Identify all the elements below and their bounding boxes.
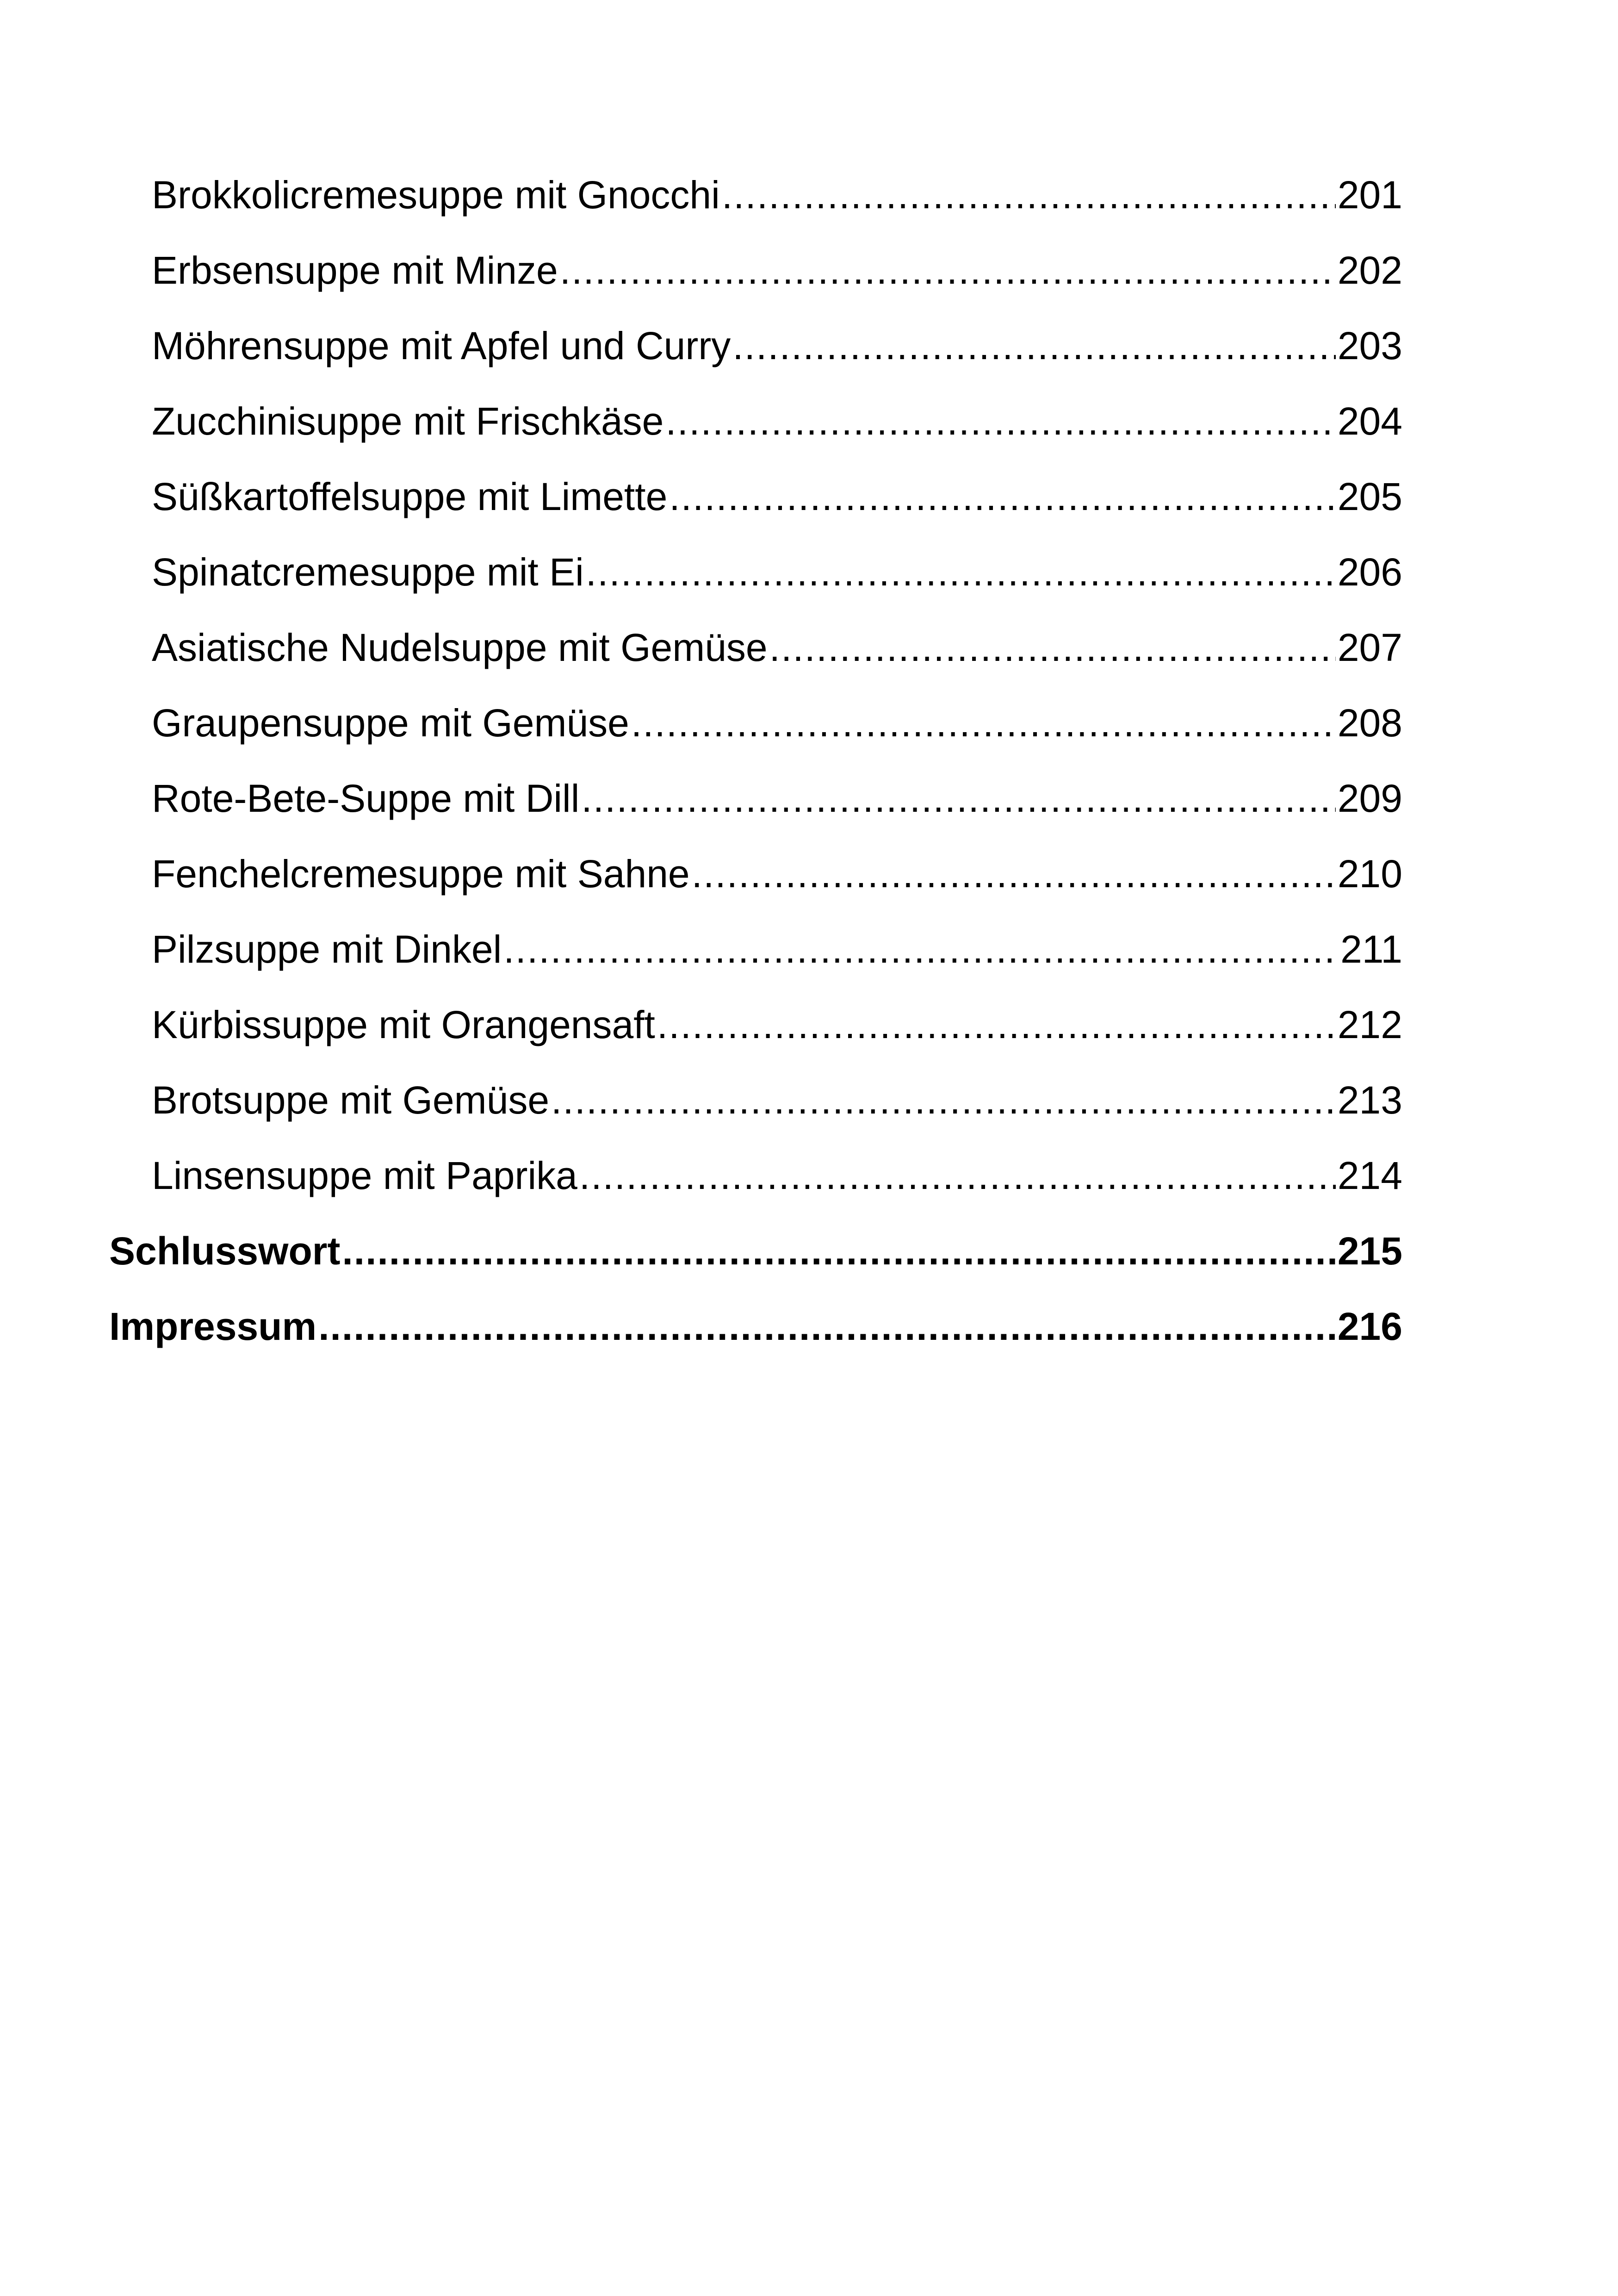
toc-entry-page: 202 <box>1337 249 1402 292</box>
toc-entry-title: Linsensuppe mit Paprika <box>152 1154 577 1197</box>
toc-leader-dots <box>665 384 1335 459</box>
table-of-contents <box>109 157 1402 1364</box>
toc-entry-title: Kürbissuppe mit Orangensaft <box>152 1003 655 1046</box>
toc-entry <box>109 912 1402 987</box>
toc-entry <box>109 384 1402 459</box>
toc-entry <box>109 535 1402 610</box>
toc-entry-title: Brokkolicremesuppe mit Gnocchi <box>152 173 720 217</box>
toc-entry <box>109 610 1402 685</box>
toc-chapter-page: 215 <box>1337 1229 1402 1273</box>
toc-entry-page: 203 <box>1337 324 1402 367</box>
toc-leader-dots <box>669 459 1336 535</box>
toc-entry-title: Graupensuppe mit Gemüse <box>152 701 629 745</box>
toc-entry-page: 201 <box>1337 173 1402 217</box>
toc-entry-page: 207 <box>1337 626 1402 669</box>
toc-entry-page: 214 <box>1337 1154 1402 1197</box>
toc-entry-title: Asiatische Nudelsuppe mit Gemüse <box>152 626 768 669</box>
toc-entry-title: Spinatcremesuppe mit Ei <box>152 550 584 594</box>
toc-leader-dots <box>732 308 1336 384</box>
toc-leader-dots <box>722 157 1336 233</box>
toc-leader-dots <box>318 1289 1336 1364</box>
toc-entry-title: Rote-Bete-Suppe mit Dill <box>152 777 580 820</box>
toc-leader-dots <box>631 685 1336 761</box>
toc-leader-dots <box>769 610 1336 685</box>
toc-entry-page: 208 <box>1337 701 1402 745</box>
toc-leader-dots <box>560 233 1336 308</box>
toc-leader-dots <box>692 836 1336 912</box>
toc-entry-title: Zucchinisuppe mit Frischkäse <box>152 399 664 443</box>
toc-entry <box>109 1063 1402 1138</box>
toc-entry <box>109 761 1402 836</box>
toc-leader-dots <box>586 535 1336 610</box>
toc-chapter-entry <box>109 1213 1402 1289</box>
toc-leader-dots <box>657 987 1336 1063</box>
toc-entry <box>109 836 1402 912</box>
toc-entry-title: Pilzsuppe mit Dinkel <box>152 927 502 971</box>
toc-entry-page: 210 <box>1337 852 1402 896</box>
toc-entry-page: 213 <box>1337 1078 1402 1122</box>
toc-leader-dots <box>551 1063 1336 1138</box>
toc-entry <box>109 987 1402 1063</box>
toc-entry-title: Fenchelcremesuppe mit Sahne <box>152 852 690 896</box>
toc-chapter-title: Impressum <box>109 1305 317 1348</box>
toc-leader-dots <box>581 761 1335 836</box>
toc-entry-page: 209 <box>1337 777 1402 820</box>
toc-entry <box>109 233 1402 308</box>
toc-chapter-title: Schlusswort <box>109 1229 341 1273</box>
toc-entry <box>109 1138 1402 1213</box>
toc-entry <box>109 157 1402 233</box>
toc-entry-title: Möhrensuppe mit Apfel und Curry <box>152 324 731 367</box>
toc-entry-page: 211 <box>1340 927 1402 971</box>
toc-entry-title: Süßkartoffelsuppe mit Limette <box>152 475 668 518</box>
toc-leader-dots <box>579 1138 1336 1213</box>
toc-entry <box>109 459 1402 535</box>
toc-entry-page: 206 <box>1337 550 1402 594</box>
toc-entry-title: Erbsensuppe mit Minze <box>152 249 558 292</box>
toc-entry <box>109 685 1402 761</box>
toc-chapter-page: 216 <box>1337 1305 1402 1348</box>
toc-entry-page: 204 <box>1337 399 1402 443</box>
toc-entry-title: Brotsuppe mit Gemüse <box>152 1078 550 1122</box>
toc-entry <box>109 308 1402 384</box>
toc-entry-page: 212 <box>1337 1003 1402 1046</box>
toc-leader-dots <box>503 912 1339 987</box>
toc-chapter-entry <box>109 1289 1402 1364</box>
toc-entry-page: 205 <box>1337 475 1402 518</box>
toc-leader-dots <box>342 1213 1335 1289</box>
